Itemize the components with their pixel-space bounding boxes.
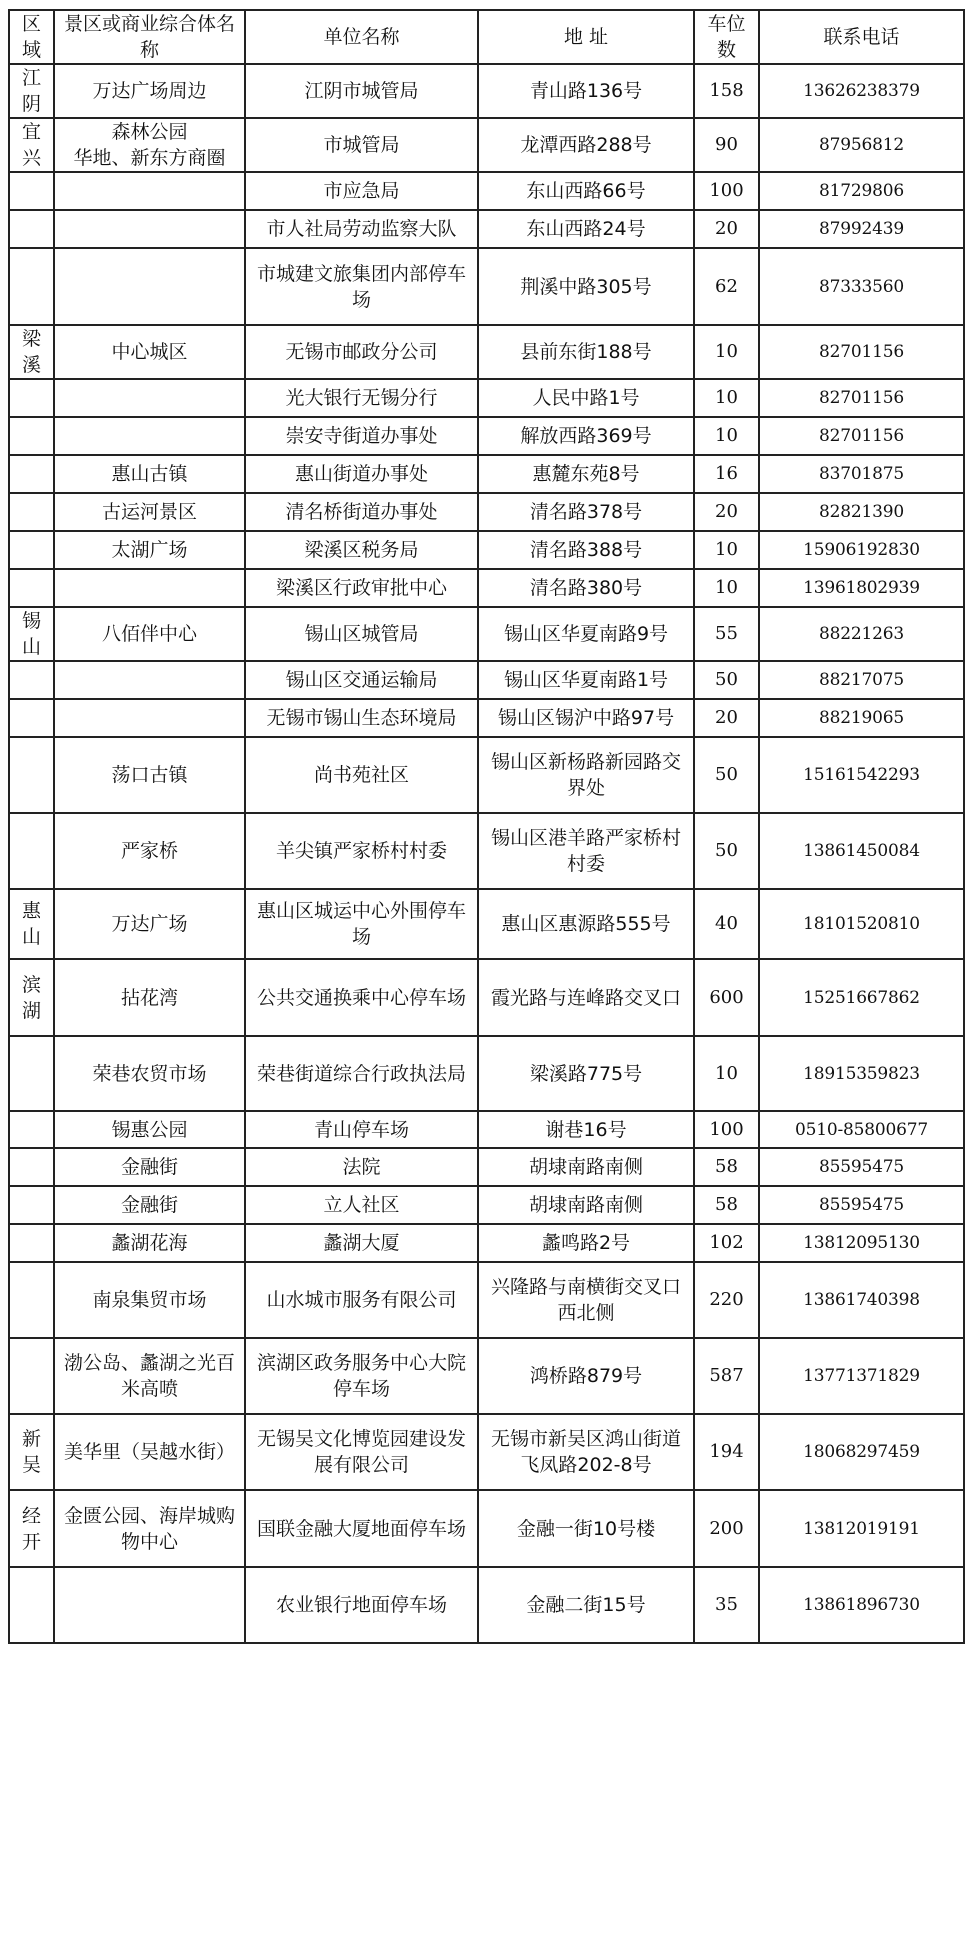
address-cell: 胡埭南路南侧 xyxy=(478,1186,694,1224)
table-row xyxy=(9,210,964,248)
phone-cell: 81729806 xyxy=(759,172,964,210)
phone-cell: 82701156 xyxy=(759,325,964,379)
unit-name-cell: 光大银行无锡分行 xyxy=(245,379,478,417)
unit-name-cell: 市城建文旅集团内部停车场 xyxy=(245,248,478,325)
unit-name-cell: 山水城市服务有限公司 xyxy=(245,1262,478,1338)
region-cell xyxy=(9,699,54,737)
scenic-area-cell: 渤公岛、蠡湖之光百米高喷 xyxy=(54,1338,245,1414)
scenic-area-cell: 金融街 xyxy=(54,1148,245,1186)
unit-name-cell: 荣巷街道综合行政执法局 xyxy=(245,1036,478,1111)
scenic-area-cell xyxy=(54,248,245,325)
phone-cell: 85595475 xyxy=(759,1186,964,1224)
address-cell: 东山西路24号 xyxy=(478,210,694,248)
scenic-area-cell: 万达广场周边 xyxy=(54,64,245,118)
spaces-cell: 194 xyxy=(694,1414,759,1490)
scenic-area-cell xyxy=(54,699,245,737)
spaces-cell: 20 xyxy=(694,210,759,248)
spaces-cell: 220 xyxy=(694,1262,759,1338)
address-cell: 青山路136号 xyxy=(478,64,694,118)
region-cell xyxy=(9,417,54,455)
phone-cell: 83701875 xyxy=(759,455,964,493)
scenic-area-cell: 太湖广场 xyxy=(54,531,245,569)
table-row xyxy=(9,1036,964,1111)
scenic-area-cell: 荣巷农贸市场 xyxy=(54,1036,245,1111)
spaces-cell: 587 xyxy=(694,1338,759,1414)
unit-name-cell: 无锡吴文化博览园建设发展有限公司 xyxy=(245,1414,478,1490)
phone-cell: 88221263 xyxy=(759,607,964,661)
address-cell: 锡山区华夏南路1号 xyxy=(478,661,694,699)
spaces-cell: 10 xyxy=(694,379,759,417)
table-row xyxy=(9,1262,964,1338)
scenic-area-cell: 拈花湾 xyxy=(54,959,245,1036)
column-header: 地 址 xyxy=(478,10,694,64)
address-cell: 霞光路与连峰路交叉口 xyxy=(478,959,694,1036)
table-row xyxy=(9,1148,964,1186)
spaces-cell: 10 xyxy=(694,569,759,607)
address-cell: 惠麓东苑8号 xyxy=(478,455,694,493)
phone-cell: 13861896730 xyxy=(759,1567,964,1643)
scenic-area-cell: 南泉集贸市场 xyxy=(54,1262,245,1338)
table-row xyxy=(9,569,964,607)
address-cell: 梁溪路775号 xyxy=(478,1036,694,1111)
table-row xyxy=(9,1414,964,1490)
unit-name-cell: 市人社局劳动监察大队 xyxy=(245,210,478,248)
phone-cell: 85595475 xyxy=(759,1148,964,1186)
spaces-cell: 40 xyxy=(694,889,759,959)
phone-cell: 87956812 xyxy=(759,118,964,172)
address-cell: 金融二街15号 xyxy=(478,1567,694,1643)
spaces-cell: 50 xyxy=(694,661,759,699)
unit-name-cell: 梁溪区行政审批中心 xyxy=(245,569,478,607)
scenic-area-cell: 蠡湖花海 xyxy=(54,1224,245,1262)
table-row xyxy=(9,379,964,417)
scenic-area-cell xyxy=(54,417,245,455)
unit-name-cell: 无锡市锡山生态环境局 xyxy=(245,699,478,737)
address-cell: 清名路388号 xyxy=(478,531,694,569)
table-row xyxy=(9,607,964,661)
table-row xyxy=(9,737,964,813)
phone-cell: 13861450084 xyxy=(759,813,964,889)
address-cell: 锡山区港羊路严家桥村村委 xyxy=(478,813,694,889)
region-cell: 经开 xyxy=(9,1490,54,1567)
spaces-cell: 600 xyxy=(694,959,759,1036)
scenic-area-cell xyxy=(54,210,245,248)
unit-name-cell: 江阴市城管局 xyxy=(245,64,478,118)
phone-cell: 88219065 xyxy=(759,699,964,737)
spaces-cell: 20 xyxy=(694,699,759,737)
address-cell: 胡埭南路南侧 xyxy=(478,1148,694,1186)
scenic-area-cell: 锡惠公园 xyxy=(54,1111,245,1148)
phone-cell: 87992439 xyxy=(759,210,964,248)
address-cell: 鸿桥路879号 xyxy=(478,1338,694,1414)
table-row xyxy=(9,64,964,118)
spaces-cell: 16 xyxy=(694,455,759,493)
table-row xyxy=(9,1111,964,1148)
address-cell: 清名路378号 xyxy=(478,493,694,531)
spaces-cell: 10 xyxy=(694,531,759,569)
phone-cell: 82821390 xyxy=(759,493,964,531)
spaces-cell: 100 xyxy=(694,1111,759,1148)
scenic-area-cell xyxy=(54,661,245,699)
unit-name-cell: 蠡湖大厦 xyxy=(245,1224,478,1262)
phone-cell: 13626238379 xyxy=(759,64,964,118)
table-row xyxy=(9,118,964,172)
region-cell xyxy=(9,1262,54,1338)
scenic-area-cell: 金匮公园、海岸城购物中心 xyxy=(54,1490,245,1567)
table-row xyxy=(9,699,964,737)
region-cell xyxy=(9,493,54,531)
table-row xyxy=(9,1567,964,1643)
address-cell: 无锡市新吴区鸿山街道飞凤路202-8号 xyxy=(478,1414,694,1490)
spaces-cell: 10 xyxy=(694,325,759,379)
region-cell: 惠山 xyxy=(9,889,54,959)
region-cell xyxy=(9,813,54,889)
unit-name-cell: 无锡市邮政分公司 xyxy=(245,325,478,379)
address-cell: 县前东街188号 xyxy=(478,325,694,379)
address-cell: 解放西路369号 xyxy=(478,417,694,455)
spaces-cell: 200 xyxy=(694,1490,759,1567)
region-cell xyxy=(9,1148,54,1186)
region-cell: 梁溪 xyxy=(9,325,54,379)
spaces-cell: 10 xyxy=(694,417,759,455)
region-cell xyxy=(9,210,54,248)
phone-cell: 18101520810 xyxy=(759,889,964,959)
table-row xyxy=(9,1338,964,1414)
unit-name-cell: 锡山区城管局 xyxy=(245,607,478,661)
scenic-area-cell xyxy=(54,1567,245,1643)
unit-name-cell: 农业银行地面停车场 xyxy=(245,1567,478,1643)
spaces-cell: 50 xyxy=(694,737,759,813)
address-cell: 锡山区华夏南路9号 xyxy=(478,607,694,661)
scenic-area-cell: 荡口古镇 xyxy=(54,737,245,813)
spaces-cell: 90 xyxy=(694,118,759,172)
address-cell: 锡山区新杨路新园路交界处 xyxy=(478,737,694,813)
unit-name-cell: 羊尖镇严家桥村村委 xyxy=(245,813,478,889)
region-cell: 宜兴 xyxy=(9,118,54,172)
region-cell xyxy=(9,737,54,813)
region-cell xyxy=(9,1338,54,1414)
phone-cell: 15161542293 xyxy=(759,737,964,813)
spaces-cell: 58 xyxy=(694,1148,759,1186)
table-body xyxy=(9,64,964,1643)
region-cell xyxy=(9,1186,54,1224)
region-cell xyxy=(9,531,54,569)
column-header: 联系电话 xyxy=(759,10,964,64)
region-cell xyxy=(9,455,54,493)
table-row xyxy=(9,325,964,379)
unit-name-cell: 滨湖区政务服务中心大院停车场 xyxy=(245,1338,478,1414)
phone-cell: 13812095130 xyxy=(759,1224,964,1262)
unit-name-cell: 锡山区交通运输局 xyxy=(245,661,478,699)
scenic-area-cell xyxy=(54,172,245,210)
phone-cell: 18915359823 xyxy=(759,1036,964,1111)
region-cell: 新吴 xyxy=(9,1414,54,1490)
address-cell: 惠山区惠源路555号 xyxy=(478,889,694,959)
unit-name-cell: 市应急局 xyxy=(245,172,478,210)
table-row xyxy=(9,1186,964,1224)
phone-cell: 82701156 xyxy=(759,379,964,417)
column-header: 车位数 xyxy=(694,10,759,64)
address-cell: 清名路380号 xyxy=(478,569,694,607)
table-row xyxy=(9,889,964,959)
table-row xyxy=(9,493,964,531)
scenic-area-cell: 森林公园 华地、新东方商圈 xyxy=(54,118,245,172)
region-cell xyxy=(9,1567,54,1643)
unit-name-cell: 立人社区 xyxy=(245,1186,478,1224)
table-row xyxy=(9,172,964,210)
unit-name-cell: 国联金融大厦地面停车场 xyxy=(245,1490,478,1567)
unit-name-cell: 青山停车场 xyxy=(245,1111,478,1148)
scenic-area-cell: 严家桥 xyxy=(54,813,245,889)
table-row xyxy=(9,1490,964,1567)
spaces-cell: 58 xyxy=(694,1186,759,1224)
column-header: 景区或商业综合体名称 xyxy=(54,10,245,64)
address-cell: 荆溪中路305号 xyxy=(478,248,694,325)
unit-name-cell: 法院 xyxy=(245,1148,478,1186)
table-row xyxy=(9,661,964,699)
unit-name-cell: 崇安寺街道办事处 xyxy=(245,417,478,455)
address-cell: 谢巷16号 xyxy=(478,1111,694,1148)
phone-cell: 13961802939 xyxy=(759,569,964,607)
region-cell xyxy=(9,1036,54,1111)
scenic-area-cell: 八佰伴中心 xyxy=(54,607,245,661)
address-cell: 人民中路1号 xyxy=(478,379,694,417)
region-cell xyxy=(9,569,54,607)
table-row xyxy=(9,531,964,569)
spaces-cell: 158 xyxy=(694,64,759,118)
scenic-area-cell: 金融街 xyxy=(54,1186,245,1224)
unit-name-cell: 清名桥街道办事处 xyxy=(245,493,478,531)
region-cell xyxy=(9,172,54,210)
spaces-cell: 100 xyxy=(694,172,759,210)
scenic-area-cell: 美华里（吴越水街） xyxy=(54,1414,245,1490)
address-cell: 东山西路66号 xyxy=(478,172,694,210)
phone-cell: 18068297459 xyxy=(759,1414,964,1490)
scenic-area-cell: 古运河景区 xyxy=(54,493,245,531)
unit-name-cell: 惠山区城运中心外围停车场 xyxy=(245,889,478,959)
table-row xyxy=(9,1224,964,1262)
table-row xyxy=(9,248,964,325)
unit-name-cell: 公共交通换乘中心停车场 xyxy=(245,959,478,1036)
spaces-cell: 35 xyxy=(694,1567,759,1643)
unit-name-cell: 惠山街道办事处 xyxy=(245,455,478,493)
table-header-row xyxy=(9,10,964,64)
phone-cell: 13861740398 xyxy=(759,1262,964,1338)
table-row xyxy=(9,813,964,889)
unit-name-cell: 尚书苑社区 xyxy=(245,737,478,813)
phone-cell: 0510-85800677 xyxy=(759,1111,964,1148)
region-cell xyxy=(9,1111,54,1148)
address-cell: 金融一街10号楼 xyxy=(478,1490,694,1567)
scenic-area-cell: 中心城区 xyxy=(54,325,245,379)
address-cell: 锡山区锡沪中路97号 xyxy=(478,699,694,737)
region-cell: 锡山 xyxy=(9,607,54,661)
region-cell xyxy=(9,661,54,699)
spaces-cell: 55 xyxy=(694,607,759,661)
parking-table xyxy=(8,9,965,1644)
table-row xyxy=(9,417,964,455)
scenic-area-cell xyxy=(54,379,245,417)
region-cell xyxy=(9,248,54,325)
phone-cell: 88217075 xyxy=(759,661,964,699)
phone-cell: 82701156 xyxy=(759,417,964,455)
region-cell: 滨湖 xyxy=(9,959,54,1036)
region-cell: 江阴 xyxy=(9,64,54,118)
scenic-area-cell: 惠山古镇 xyxy=(54,455,245,493)
column-header: 单位名称 xyxy=(245,10,478,64)
address-cell: 兴隆路与南横街交叉口西北侧 xyxy=(478,1262,694,1338)
column-header: 区域 xyxy=(9,10,54,64)
address-cell: 龙潭西路288号 xyxy=(478,118,694,172)
phone-cell: 13771371829 xyxy=(759,1338,964,1414)
scenic-area-cell xyxy=(54,569,245,607)
phone-cell: 15906192830 xyxy=(759,531,964,569)
phone-cell: 15251667862 xyxy=(759,959,964,1036)
spaces-cell: 62 xyxy=(694,248,759,325)
address-cell: 蠡鸣路2号 xyxy=(478,1224,694,1262)
unit-name-cell: 市城管局 xyxy=(245,118,478,172)
spaces-cell: 102 xyxy=(694,1224,759,1262)
spaces-cell: 20 xyxy=(694,493,759,531)
table-row xyxy=(9,959,964,1036)
region-cell xyxy=(9,379,54,417)
unit-name-cell: 梁溪区税务局 xyxy=(245,531,478,569)
region-cell xyxy=(9,1224,54,1262)
spaces-cell: 50 xyxy=(694,813,759,889)
phone-cell: 87333560 xyxy=(759,248,964,325)
scenic-area-cell: 万达广场 xyxy=(54,889,245,959)
table-row xyxy=(9,455,964,493)
spaces-cell: 10 xyxy=(694,1036,759,1111)
phone-cell: 13812019191 xyxy=(759,1490,964,1567)
